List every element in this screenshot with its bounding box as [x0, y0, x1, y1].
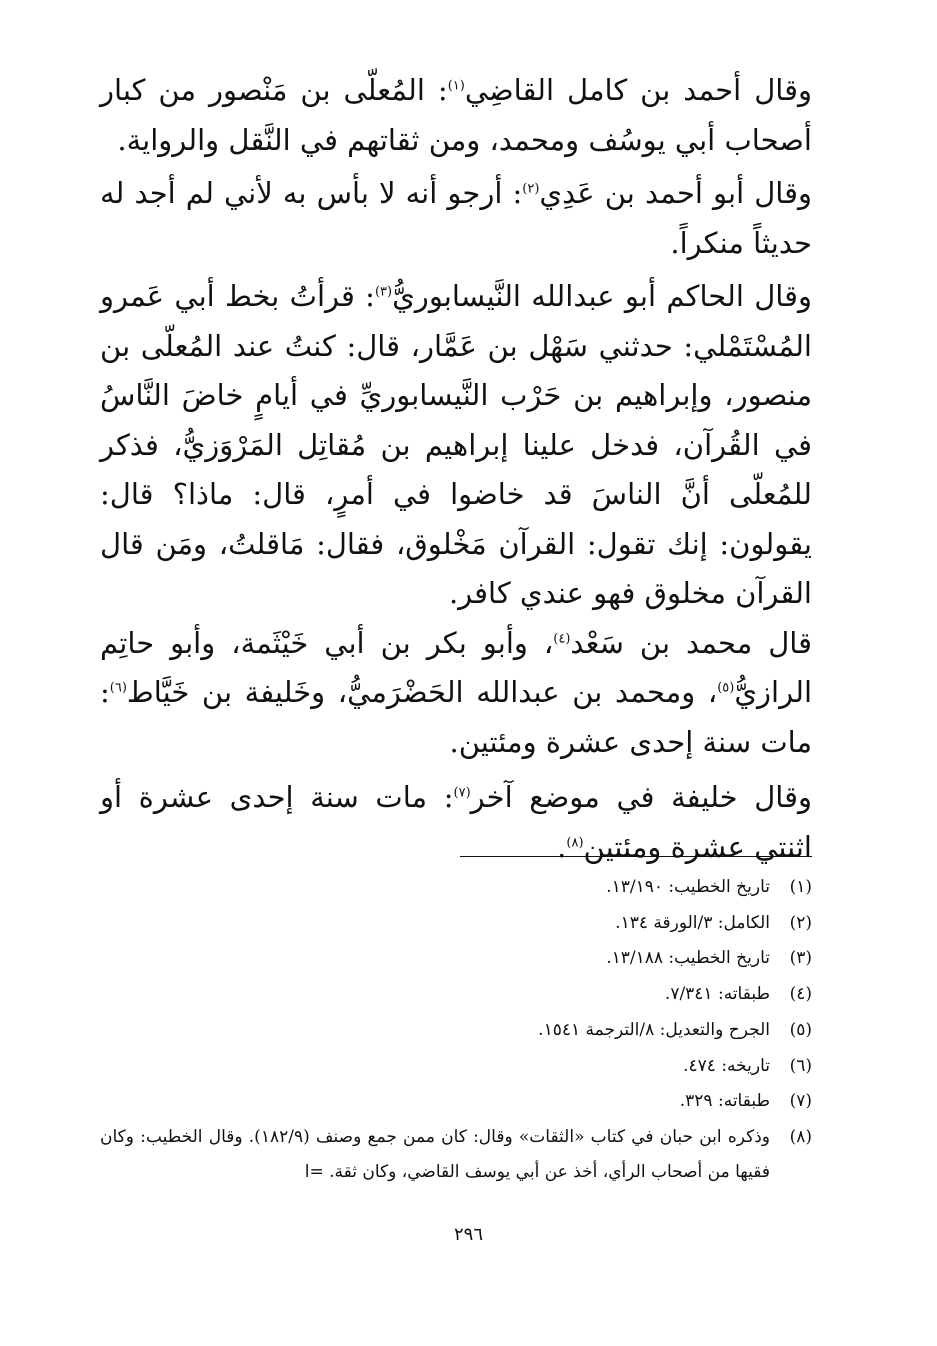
- footnote-ref: (٦): [109, 680, 127, 696]
- footnote-ref: (٤): [553, 630, 571, 646]
- footnote: [100, 1120, 812, 1190]
- text-segment: : مات سنة إحدى عشرة أو اثنتي عشرة ومئتين: [100, 780, 812, 864]
- text-segment: : المُعلّى بن مَنْصور من كبار أصحاب أبي يوسُف ومحمد، ومن ثقاتهم في النَّقل والرواية.: [100, 73, 812, 157]
- text-segment: وقال أبو أحمد بن عَدِي: [539, 176, 812, 210]
- text-segment: ، وأبو بكر بن أبي خَيْثَمة، وأبو حاتِم الرازيُّ: [100, 625, 812, 709]
- footnote: [100, 941, 812, 977]
- footnote-number: (٤): [789, 984, 812, 1005]
- footnote-number: (٢): [789, 912, 812, 933]
- footnote: [100, 1049, 812, 1085]
- paragraph: [100, 272, 812, 619]
- footnote: [100, 906, 812, 942]
- footnote: [100, 977, 812, 1013]
- footnote-text: تاريخ الخطيب: ١٣/١٨٨.: [606, 948, 770, 969]
- footnote-text: وذكره ابن حبان في كتاب «الثقات» وقال: كان ممن جمع وصنف (١٨٢/٩). وقال الخطيب: وكان فقيها من أصحاب الرأي، أخذ عن أبي يوسف القاضي، وكان ثقة. =ا: [100, 1126, 770, 1182]
- footnote-divider: [460, 856, 812, 857]
- footnote-ref: (١): [447, 78, 465, 94]
- footnote-text: تاريخ الخطيب: ١٣/١٩٠.: [606, 877, 770, 897]
- footnote-number: (٣): [789, 948, 812, 969]
- footnote-number: (٧): [789, 1091, 812, 1112]
- main-text: [100, 66, 812, 872]
- footnote-ref: (٨): [566, 834, 584, 850]
- footnote-number: (١): [789, 877, 812, 897]
- text-segment: : قرأتُ بخط أبي عَمرو المُسْتَمْلي: حدثني سَهْل بن عَمَّار، قال: كنتُ عند المُعلّى بن منصور، وإبراهيم بن حَرْب النَّيسابوريِّ في أيامٍ خاضَ النَّاسُ في القُرآن، فدخل علينا إبراهيم بن مُقاتِل المَرْوَزيُّ، فذكر للمُعلّى أنَّ الناسَ قد خاضوا في أمرٍ، قال: ماذا؟ قال: يقولون: إنك تقول: القرآن مَخْلوق، فقال: مَاقلتُ، ومَن قال القرآن مخلوق فهو عندي كافر.: [100, 279, 812, 610]
- footnote: [100, 870, 812, 906]
- footnote-number: (٨): [789, 1126, 812, 1147]
- footnote-ref: (٣): [374, 284, 393, 300]
- paragraph: [100, 773, 812, 872]
- footnote-text: الكامل: ٣/الورقة ١٣٤.: [615, 912, 770, 933]
- text-segment: : مات سنة إحدى عشرة ومئتين.: [100, 675, 812, 759]
- text-segment: وقال خليفة في موضع آخر: [470, 780, 812, 814]
- text-segment: : أرجو أنه لا بأس به لأني لم أجد له حديثاً منكراً.: [100, 176, 812, 260]
- footnotes: [100, 870, 812, 1190]
- footnote: [100, 1013, 812, 1049]
- text-segment: قال محمد بن سَعْد: [570, 625, 813, 660]
- text-segment: .: [557, 829, 567, 864]
- text-segment: ، ومحمد بن عبدالله الحَضْرَميُّ، وخَليفة بن خَيَّاط: [126, 675, 718, 709]
- footnote-text: تاريخه: ٤٧٤.: [683, 1055, 770, 1076]
- footnote-ref: (٧): [453, 785, 471, 801]
- paragraph: [100, 619, 812, 768]
- footnote: [100, 1084, 812, 1120]
- paragraph: [100, 66, 812, 165]
- text-segment: وقال الحاكم أبو عبدالله النَّيسابوريُّ: [392, 279, 812, 313]
- footnote-text: طبقاته: ٣٢٩.: [679, 1091, 770, 1112]
- footnote-number: (٥): [789, 1019, 812, 1040]
- footnote-ref: (٢): [522, 181, 540, 197]
- footnote-ref: (٥): [717, 680, 735, 696]
- footnote-number: (٦): [789, 1055, 812, 1076]
- footnote-text: الجرح والتعديل: ٨/الترجمة ١٥٤١.: [538, 1019, 770, 1040]
- text-segment: وقال أحمد بن كامل القاضِي: [464, 73, 812, 107]
- footnote-text: طبقاته: ٧/٣٤١.: [664, 984, 770, 1005]
- page-number: ٢٩٦: [453, 1224, 483, 1245]
- paragraph: [100, 169, 812, 268]
